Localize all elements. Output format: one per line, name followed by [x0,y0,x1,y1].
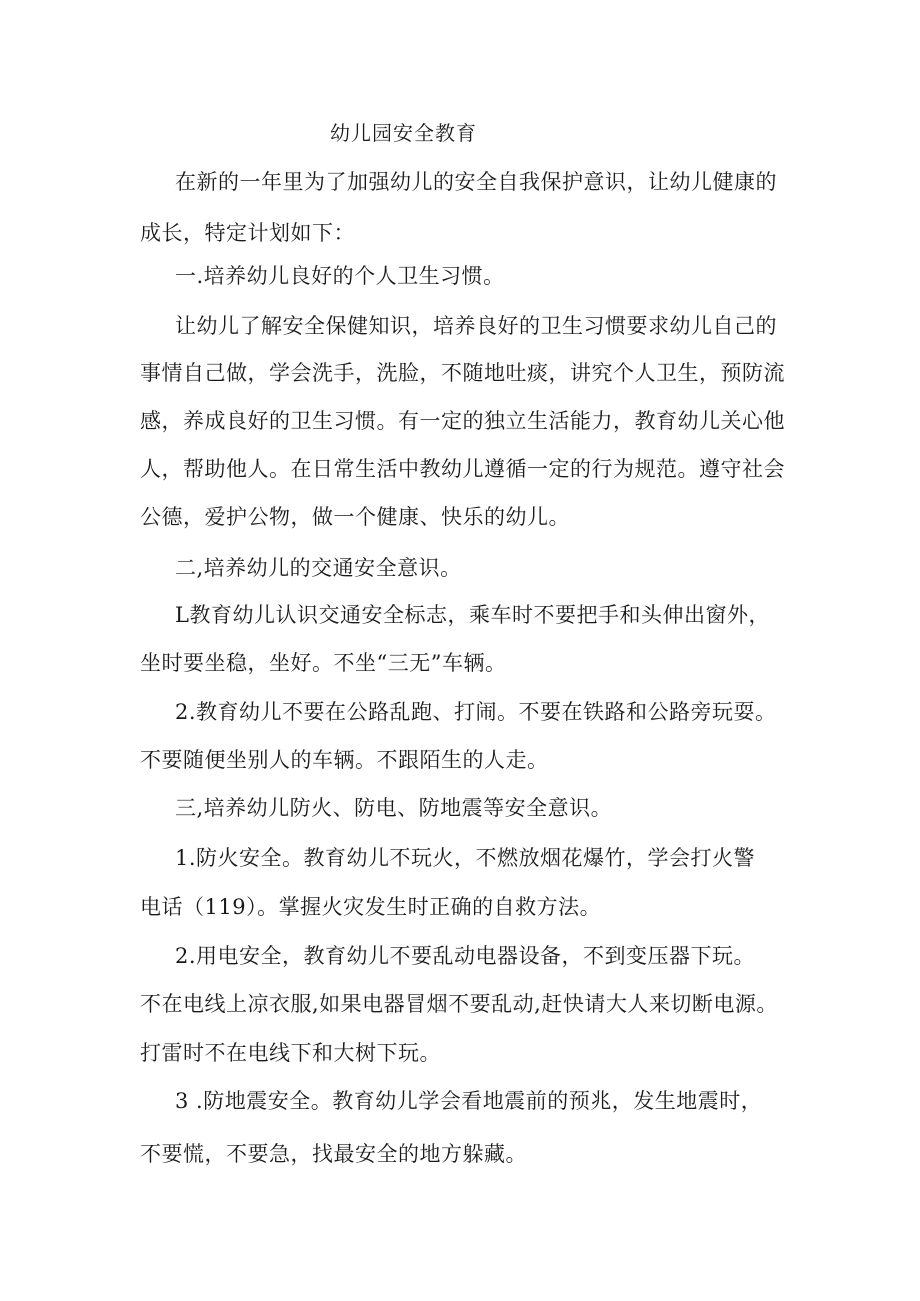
paragraph-line: 公德，爱护公物，做一个健康、快乐的幼儿。 [140,505,570,529]
paragraph-line: 打雷时不在电线下和大树下玩。 [140,1041,441,1065]
paragraph-line: 让幼儿了解安全保健知识，培养良好的卫生习惯要求幼儿自己的 [175,314,777,338]
section-heading: 二,培养幼儿的交通安全意识。 [175,556,462,580]
paragraph-line: 3 .防地震安全。教育幼儿学会看地震前的预兆，发生地震时， [175,1089,763,1113]
paragraph-line: 坐时要坐稳，坐好。不坐“三无”车辆。 [140,651,507,675]
paragraph-line: 2.教育幼儿不要在公路乱跑、打闹。不要在铁路和公路旁玩耍。 [175,700,777,724]
paragraph-line: 事情自己做，学会洗手，洗脸，不随地吐痰，讲究个人卫生，预防流 [140,361,785,385]
paragraph-line: 不要慌，不要急，找最安全的地方躲藏。 [140,1142,527,1166]
paragraph-line: 电话（119）。掌握火灾发生时正确的自救方法。 [140,895,602,919]
paragraph-line: L教育幼儿认识交通安全标志，乘车时不要把手和头伸出窗外， [175,603,770,627]
section-heading: 一.培养幼儿良好的个人卫生习惯。 [175,264,505,288]
section-heading: 三,培养幼儿防火、防电、防地震等安全意识。 [175,796,613,820]
paragraph-line: 人，帮助他人。在日常生活中教幼儿遵循一定的行为规范。遵守社会 [140,457,785,481]
paragraph-line: 在新的一年里为了加强幼儿的安全自我保护意识，让幼儿健康的 [175,170,777,194]
document-title: 幼儿园安全教育 [330,121,477,145]
paragraph-line: 2.用电安全，教育幼儿不要乱动电器设备，不到变压器下玩。 [175,944,756,968]
paragraph-line: 感，养成良好的卫生习惯。有一定的独立生活能力，教育幼儿关心他 [140,409,785,433]
paragraph-line: 不要随便坐别人的车辆。不跟陌生的人走。 [140,748,549,772]
paragraph-line: 成长，特定计划如下： [140,221,355,245]
paragraph-line: 1.防火安全。教育幼儿不玩火，不燃放烟花爆竹，学会打火警 [175,846,756,870]
paragraph-line: 不在电线上凉衣服,如果电器冒烟不要乱动,赶快请大人来切断电源。 [140,992,778,1016]
